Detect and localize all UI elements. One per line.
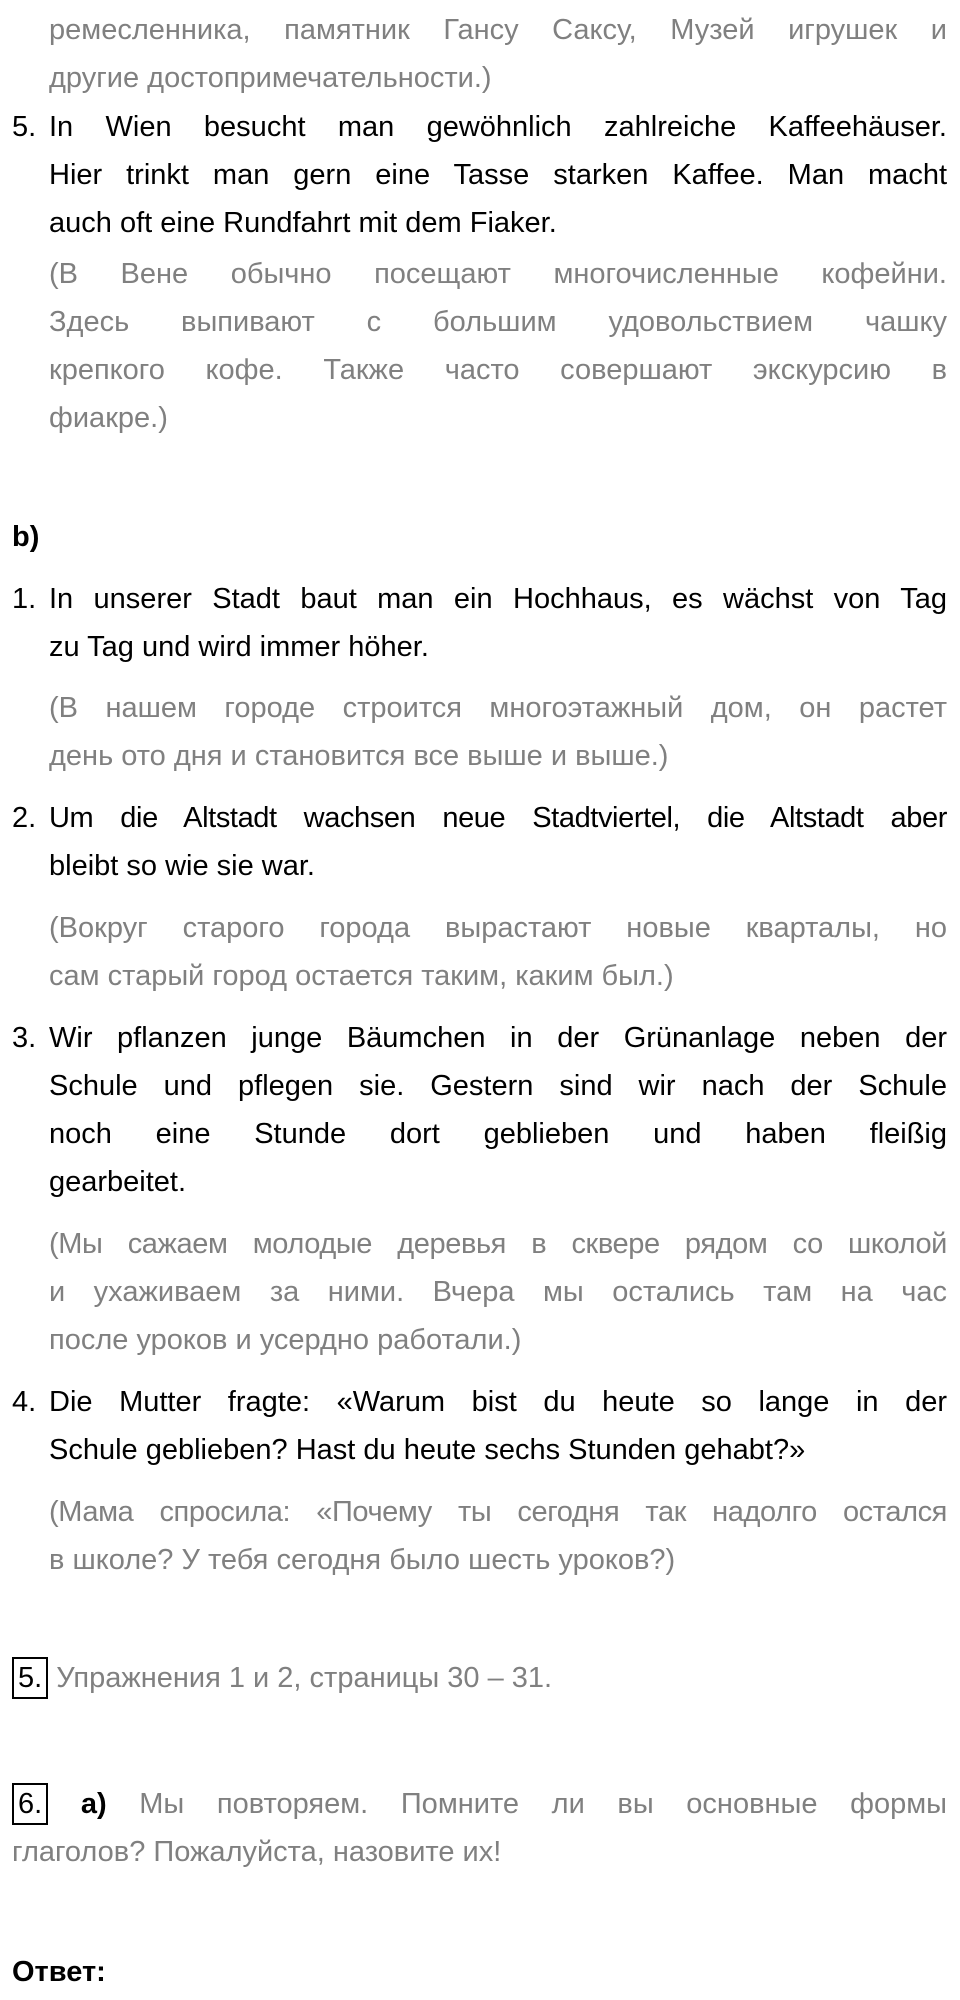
item-number: 4.	[12, 1386, 37, 1418]
item-number: 2.	[12, 802, 37, 834]
task-6-line	[12, 1780, 947, 1828]
section-label-b: b)	[12, 521, 40, 553]
task-number-box: 6.	[12, 1783, 48, 1825]
russian-translation-line: (Мама спросила: «Почему ты сегодня так надолго остался	[49, 1496, 947, 1528]
task-5-text: Упражнения 1 и 2, страницы 30 – 31.	[56, 1662, 553, 1694]
russian-translation-line: (В Вене обычно посещают многочисленные кофейни.	[49, 258, 947, 290]
german-sentence-line: Schule geblieben? Hast du heute sechs Stunden gehabt?»	[49, 1434, 806, 1466]
german-sentence-line: zu Tag und wird immer höher.	[49, 631, 429, 663]
german-sentence-line: gearbeitet.	[49, 1166, 187, 1198]
russian-translation-line: фиакре.)	[49, 402, 168, 434]
russian-translation-line: и ухаживаем за ними. Вчера мы остались там на час	[49, 1276, 947, 1308]
task-6-text-continued: глаголов? Пожалуйста, назовите их!	[12, 1836, 502, 1868]
item-number: 3.	[12, 1022, 37, 1054]
russian-translation-line: Здесь выпивают с большим удовольствием чашку	[49, 306, 947, 338]
german-sentence-line: noch eine Stunde dort geblieben und haben fleißig	[49, 1118, 947, 1150]
german-sentence-line: Schule und pflegen sie. Gestern sind wir nach der Schule	[49, 1070, 947, 1102]
task-number-box: 5.	[12, 1657, 48, 1699]
russian-translation-line: крепкого кофе. Также часто совершают экскурсию в	[49, 354, 947, 386]
german-sentence-line: In unserer Stadt baut man ein Hochhaus, es wächst von Tag	[49, 583, 947, 615]
prev-translation-line: другие достопримечательности.)	[49, 62, 492, 94]
german-sentence-line: In Wien besucht man gewöhnlich zahlreiche Kaffeehäuser.	[49, 111, 947, 143]
german-sentence-line: Wir pflanzen junge Bäumchen in der Grünanlage neben der	[49, 1022, 947, 1054]
russian-translation-line: после уроков и усердно работали.)	[49, 1324, 522, 1356]
item-number: 5.	[12, 111, 37, 143]
german-sentence-line: auch oft eine Rundfahrt mit dem Fiaker.	[49, 207, 557, 239]
task-part-label: а)	[80, 1788, 107, 1820]
russian-translation-line: сам старый город остается таким, каким был.)	[49, 960, 674, 992]
russian-translation-line: в школе? У тебя сегодня было шесть уроков?)	[49, 1544, 676, 1576]
german-sentence-line: bleibt so wie sie war.	[49, 850, 315, 882]
german-sentence-line: Um die Altstadt wachsen neue Stadtviertel, die Altstadt aber	[49, 802, 947, 834]
prev-translation-line: ремесленника, памятник Гансу Саксу, Музей игрушек и	[49, 14, 947, 46]
item-number: 1.	[12, 583, 37, 615]
russian-translation-line: (В нашем городе строится многоэтажный дом, он растет	[49, 692, 947, 724]
russian-translation-line: день ото дня и становится все выше и выше.)	[49, 740, 669, 772]
russian-translation-line: (Мы сажаем молодые деревья в сквере рядом со школой	[49, 1228, 947, 1260]
answer-label: Ответ:	[12, 1956, 106, 1988]
german-sentence-line: Die Mutter fragte: «Warum bist du heute so lange in der	[49, 1386, 947, 1418]
task-6-text: Мы повторяем. Помните ли вы основные формы	[139, 1788, 948, 1820]
russian-translation-line: (Вокруг старого города вырастают новые кварталы, но	[49, 912, 947, 944]
german-sentence-line: Hier trinkt man gern eine Tasse starken Kaffee. Man macht	[49, 159, 947, 191]
task-5	[12, 1654, 552, 1702]
